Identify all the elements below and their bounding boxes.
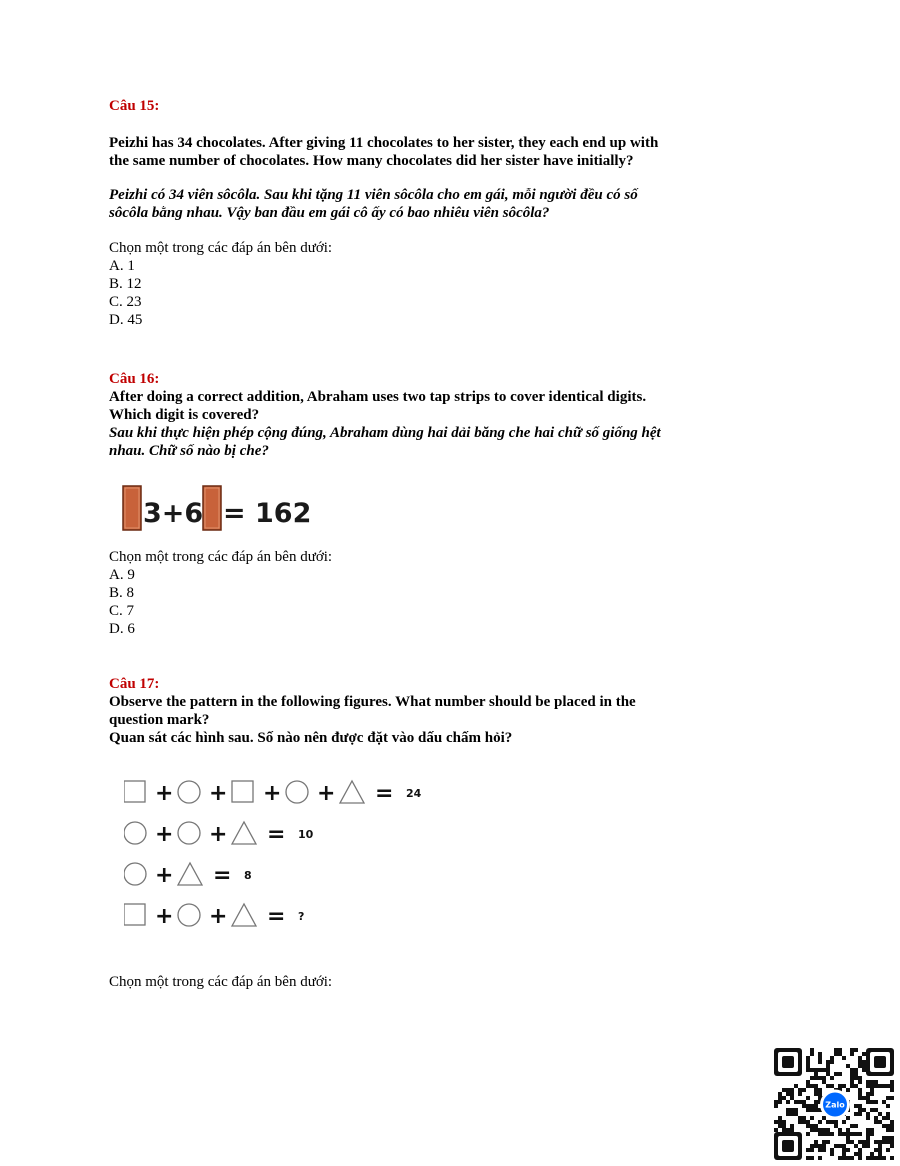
shape-pattern-svg [124,770,484,950]
equals-sign: = [375,781,394,806]
answer-option-a[interactable]: A. 1 [109,258,135,274]
plus-sign: + [155,822,174,847]
answer-option-d[interactable]: D. 6 [109,621,135,637]
equation-part-2: = 162 [223,498,312,529]
question-text-en: Peizhi has 34 chocolates. After giving 11 chocolates to her sister, they each end up with the same number of chocolates. How many chocolates did her sister have initially? [109,135,659,169]
circle-shape [124,863,146,885]
answer-option-b[interactable]: B. 8 [109,585,135,601]
question-text-vi: Peizhi có 34 viên sôcôla. Sau khi tặng 11 viên sôcôla cho em gái, mỗi người đều có số sôcôla bằng nhau. Vậy ban đầu em gái cô ấy có bao nhiêu viên sôcôla? [109,187,638,221]
square-shape [232,781,253,802]
question-16-answers [109,548,809,638]
equation-part-1: 3+6 [143,498,204,529]
row-result: 24 [406,787,422,800]
row-result: 8 [244,869,252,882]
row-result: 10 [298,828,314,841]
answer-option-c[interactable]: C. 7 [109,603,135,619]
answer-option-b[interactable]: B. 12 [109,276,142,292]
qr-code-svg [774,1048,896,1161]
qr-finder-pattern [874,1056,886,1068]
equals-sign: = [213,863,232,888]
plus-sign: + [209,822,228,847]
plus-sign: + [263,781,282,806]
question-title: Câu 15: [109,98,160,114]
question-title: Câu 16: [109,371,160,387]
question-text-en: After doing a correct addition, Abraham uses two tap strips to cover identical digits. Which digit is covered? [109,389,647,423]
plus-sign: + [155,904,174,929]
question-17 [109,675,809,747]
answer-prompt: Chọn một trong các đáp án bên dưới: [109,240,333,256]
plus-sign: + [155,781,174,806]
zalo-logo-text: Zalo [825,1100,845,1110]
circle-shape [178,904,200,926]
plus-sign: + [209,904,228,929]
answer-option-c[interactable]: C. 23 [109,294,142,310]
square-shape [124,781,145,802]
question-15 [109,97,809,329]
answer-option-d[interactable]: D. 45 [109,312,143,328]
circle-shape [178,822,200,844]
circle-shape [286,781,308,803]
question-17-answers [109,973,809,991]
tape-strip-2 [203,486,221,530]
tape-strip-1 [123,486,141,530]
answer-prompt: Chọn một trong các đáp án bên dưới: [109,549,333,565]
triangle-shape [232,822,256,844]
answer-prompt: Chọn một trong các đáp án bên dưới: [109,974,333,990]
equals-sign: = [267,822,286,847]
addition-figure-svg [119,480,339,536]
question-title: Câu 17: [109,676,160,692]
question-text-vi: Sau khi thực hiện phép cộng đúng, Abraham dùng hai dải băng che hai chữ số giống hệt nhau. Chữ số nào bị che? [109,425,661,459]
question-text-vi: Quan sát các hình sau. Số nào nên được đặt vào dấu chấm hỏi? [109,730,513,746]
qr-finder-pattern [782,1056,794,1068]
question-16 [109,370,809,460]
question-text-en: Observe the pattern in the following figures. What number should be placed in the question mark? [109,694,636,728]
addition-figure [119,480,339,536]
triangle-shape [232,904,256,926]
circle-shape [178,781,200,803]
zalo-qr-code [774,1048,896,1161]
answer-option-a[interactable]: A. 9 [109,567,135,583]
triangle-shape [178,863,202,885]
equals-sign: = [267,904,286,929]
shape-pattern-figure [124,770,484,950]
plus-sign: + [155,863,174,888]
square-shape [124,904,145,925]
plus-sign: + [209,781,228,806]
qr-finder-pattern [782,1140,794,1152]
plus-sign: + [317,781,336,806]
triangle-shape [340,781,364,803]
row-result: ? [298,910,305,923]
circle-shape [124,822,146,844]
